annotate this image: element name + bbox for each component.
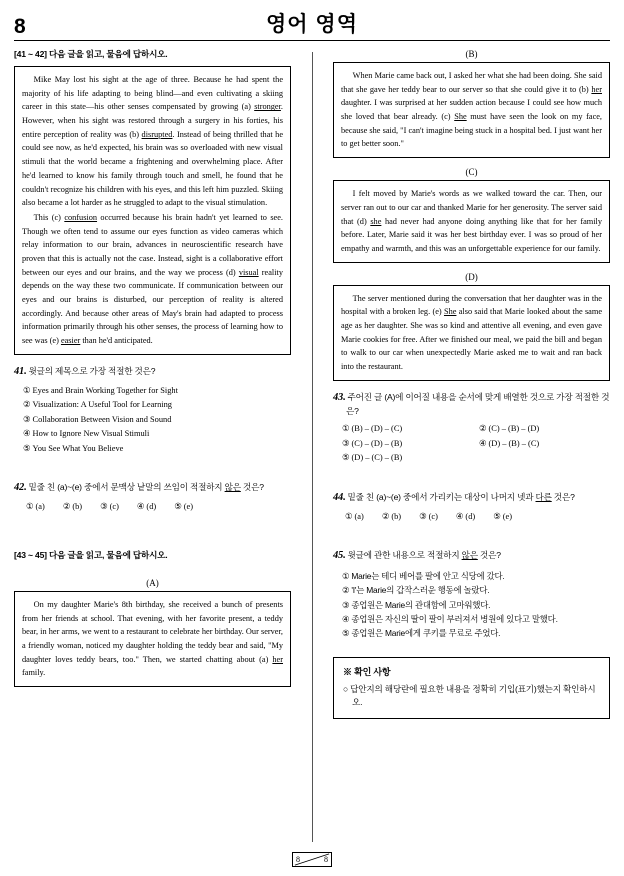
choice-item[interactable]	[342, 422, 473, 436]
page-footer	[0, 852, 624, 867]
right-column	[327, 48, 610, 719]
choice-marker: ③	[342, 599, 350, 610]
choice-item[interactable]	[23, 442, 291, 456]
page-title: 영어 영역	[266, 13, 358, 36]
choice-item[interactable]	[342, 626, 610, 640]
confirmation-item: ○ 답안지의 해당란에 필요한 내용을 정확히 기입(표기)했는지 확인하시오.	[343, 683, 596, 707]
choice-label: (b)	[72, 502, 83, 512]
choice-label: (e)	[502, 511, 512, 521]
question-42-number: 42.	[14, 482, 27, 494]
choice-label: (b)	[391, 511, 402, 521]
question-42	[14, 480, 291, 515]
choice-item[interactable]	[345, 510, 364, 524]
passage-b	[333, 62, 610, 158]
choice-marker: ⑤	[342, 453, 350, 463]
choice-marker: ④	[342, 613, 350, 624]
choice-label: (D) – (B) – (C)	[488, 438, 540, 448]
choice-marker: ⑤	[23, 443, 31, 453]
question-42-stem	[14, 480, 291, 495]
passage-paragraph: The server mentioned during the conversation that her daughter was in the hospital with a broken leg. (e) She also said that Marie looked about the same age as her daughter. She was so kind and attentive all evening, and even gave Marie cookies for free. After we finished our meal, we paid the bill and began to walk to our car when unexpectedly Marie asked me to wait and ran back into the restaurant.	[341, 293, 602, 371]
choice-marker: ④	[455, 511, 464, 521]
directions-43-45: [43 ~ 45] 다음 글을 읽고, 물음에 답하시오.	[14, 549, 168, 560]
choice-marker: ⑤	[493, 511, 501, 521]
choice-label: Visualization: A Useful Tool for Learning	[32, 400, 172, 410]
choice-label: (B) – (D) – (C)	[351, 424, 403, 434]
passage-a	[14, 591, 291, 687]
question-45-text: 윗글에 관한 내용으로 적절하지 않은 것은?	[347, 550, 501, 561]
question-44	[333, 490, 610, 525]
passage-paragraph: This (c) confusion occurred because his brain hadn't yet learned to see. Though we often tend to assume our eyes function as video cameras which relay information to our brain, advances in neuroscientific research have proven that this is actually not the case. Instead, sight is a collaborative effort between our eyes and our brains, and the way we process (d) visual reality depends on the way these two communicate. If communication between our eyes and our brains is disturbed, our perception of reality is altered accordingly. And because other areas of May's brain had adapted to process information primarily through his other senses, the process of learning how to see was (e) easier than he'd anticipated.	[22, 212, 283, 346]
passage-41-42	[14, 66, 291, 355]
passage-b-label: (B)	[465, 49, 478, 59]
choice-item[interactable]	[342, 598, 610, 612]
choice-item[interactable]	[342, 612, 610, 626]
choice-label: You See What You Believe	[32, 443, 124, 453]
choice-marker: ②	[62, 502, 71, 512]
question-43-number: 43.	[333, 391, 346, 403]
choice-label: (c)	[109, 502, 119, 512]
choice-marker: ①	[342, 424, 350, 434]
two-column-body	[14, 41, 610, 719]
choice-item[interactable]	[342, 583, 610, 597]
choice-marker: ③	[342, 438, 350, 448]
choice-marker: ④	[23, 429, 31, 439]
choice-item[interactable]	[23, 413, 291, 427]
choice-item[interactable]	[382, 510, 401, 524]
choice-marker: ①	[345, 511, 353, 521]
question-45-number: 45.	[333, 550, 346, 562]
choice-marker: ①	[23, 385, 31, 395]
question-41-choices	[14, 384, 291, 456]
choice-item[interactable]	[479, 437, 610, 451]
choice-label: 종업원은 자신의 딸이 팔이 부러져서 병원에 있다고 말했다.	[351, 613, 558, 624]
choice-item[interactable]	[342, 437, 473, 451]
choice-label: (d)	[146, 502, 157, 512]
choice-label: 종업원은 Marie에게 쿠키를 무료로 주었다.	[351, 628, 501, 639]
choice-marker: ④	[136, 502, 145, 512]
column-divider	[297, 48, 327, 719]
confirmation-box	[333, 657, 610, 719]
question-42-text: 밑줄 친 (a)~(e) 중에서 문맥상 낱말의 쓰임이 적절하지 않은 것은?	[28, 482, 264, 493]
choice-marker: ③	[419, 511, 427, 521]
choice-marker: ①	[342, 570, 350, 581]
question-44-stem	[333, 490, 610, 505]
spacer	[14, 460, 291, 480]
passage-c-label: (C)	[465, 167, 478, 178]
choice-label: (a)	[35, 502, 45, 512]
choice-label: 'I'는 Marie의 갑작스러운 행동에 놀랐다.	[351, 585, 490, 596]
question-44-number: 44.	[333, 491, 346, 503]
confirmation-title: ※ 확인 사항	[343, 666, 391, 677]
question-45	[333, 548, 610, 640]
choice-label: (C) – (D) – (B)	[351, 438, 403, 448]
question-41-stem	[14, 364, 291, 379]
choice-item[interactable]	[23, 427, 291, 441]
question-41-text: 윗글의 제목으로 가장 적절한 것은?	[28, 365, 156, 376]
choice-label: (e)	[183, 502, 193, 512]
choice-item[interactable]	[479, 422, 610, 436]
choice-item[interactable]	[342, 451, 473, 465]
choice-label: (d)	[465, 511, 476, 521]
question-44-choices	[333, 510, 610, 524]
choice-item[interactable]	[493, 510, 512, 524]
choice-marker: ③	[100, 502, 108, 512]
passage-paragraph: On my daughter Marie's 8th birthday, she received a bunch of presents from her friends at school. That evening, with her favorite present, a teddy bear, in her arms, we went to a restaurant to celebrate her birthday. Our server, a friendly woman, noticed my daughter holding the teddy bear and said, "My daughter loves teddy bears, too." Then, we started chatting about (a) her family.	[22, 599, 283, 678]
choice-item[interactable]	[419, 510, 438, 524]
passage-d-label: (D)	[465, 271, 478, 282]
choice-item[interactable]	[174, 500, 193, 514]
choice-item[interactable]	[456, 510, 475, 524]
left-column	[14, 48, 297, 719]
question-42-choices	[14, 500, 291, 514]
choice-marker: ④	[479, 438, 487, 448]
choice-item[interactable]	[100, 500, 119, 514]
question-44-text: 밑줄 친 (a)~(e) 중에서 가리키는 대상이 나머지 넷과 다른 것은?	[347, 491, 575, 502]
choice-item[interactable]	[23, 384, 291, 398]
choice-label: (a)	[354, 511, 364, 521]
footer-page-box	[292, 852, 332, 867]
passage-c	[333, 180, 610, 262]
passage-paragraph: I felt moved by Marie's words as we walked toward the car. Then, our server ran out to our car and thanked Marie for her generosity. The server said that (d) she had never had anyone doing anything like that for her family before. Later, Marie said it was her best birthday ever. I was so proud of her empathy and warmth, and this was an unforgettable experience for our family.	[341, 189, 603, 253]
spacer	[14, 567, 291, 577]
question-43	[333, 390, 610, 466]
passage-paragraph: Mike May lost his sight at the age of three. Because he had spent the majority of his life adapting to being blind—and even cultivating a skiing career in this state—his other senses compensated by growing (a) stronger. However, when his sight was restored through a surgery in his forties, his entire perception of reality was (b) disrupted. Instead of being thrilled that he could see now, as he'd expected, his brain was so overloaded with new visual stimuli that the world became a frightening and overwhelming place. After he'd learned to know his family through touch and smell, he found that he couldn't recognize his children with his eyes, and this left him puzzled. Skiing also became a lot harder as he struggled to adapt to the visual stimulation.	[22, 75, 284, 208]
page-header	[14, 0, 610, 41]
choice-marker: ⑤	[174, 502, 182, 512]
choice-item[interactable]	[26, 500, 45, 514]
passage-d	[333, 285, 610, 381]
question-43-stem	[333, 390, 610, 418]
choice-label: (c)	[428, 511, 438, 521]
question-41-number: 41.	[14, 365, 27, 377]
header-page-number: 8	[14, 15, 26, 38]
question-45-stem	[333, 548, 610, 563]
choice-marker: ②	[381, 511, 390, 521]
choice-label: (C) – (B) – (D)	[488, 424, 540, 434]
spacer	[333, 470, 610, 490]
choice-label: Marie는 테디 베어를 팔에 안고 식당에 갔다.	[351, 570, 505, 581]
directions-41-42: [41 ~ 42] 다음 글을 읽고, 물음에 답하시오.	[14, 49, 168, 59]
question-43-text: 주어진 글 (A)에 이어질 내용을 순서에 맞게 배열한 것으로 가장 적절한 것은?	[346, 391, 610, 416]
choice-marker: ②	[342, 585, 350, 596]
choice-marker: ⑤	[342, 628, 350, 639]
spacer	[14, 519, 291, 549]
choice-item[interactable]	[137, 500, 156, 514]
passage-a-label: (A)	[146, 577, 159, 588]
choice-item[interactable]	[342, 569, 610, 583]
choice-label: Eyes and Brain Working Together for Sight	[32, 385, 178, 395]
passage-paragraph: When Marie came back out, I asked her what she had been doing. She said that she gave her teddy bear to our server so that she could give it to (b) her daughter. I was surprised at her sudden action because I could see how much she loved that bear already. (c) She must have seen the look on my face, because she said, "I can't imagine being stuck in a hospital bed. I just want her to get better soon."	[341, 71, 603, 149]
choice-label: Collaboration Between Vision and Sound	[32, 414, 172, 424]
question-41	[14, 364, 291, 456]
question-45-choices	[333, 569, 610, 641]
footer-left-number: 8	[296, 854, 300, 864]
footer-right-number: 8	[324, 854, 328, 864]
choice-marker: ③	[23, 414, 31, 424]
choice-marker: ①	[26, 502, 34, 512]
question-43-choices	[333, 422, 610, 465]
choice-marker: ②	[23, 400, 31, 410]
choice-label: 종업원은 Marie의 관대함에 고마워했다.	[351, 599, 491, 610]
choice-marker: ②	[479, 424, 487, 434]
choice-item[interactable]	[23, 398, 291, 412]
choice-item[interactable]	[63, 500, 82, 514]
choice-label: (D) – (C) – (B)	[351, 453, 403, 463]
choice-label: How to Ignore New Visual Stimuli	[32, 429, 150, 439]
spacer	[333, 528, 610, 548]
